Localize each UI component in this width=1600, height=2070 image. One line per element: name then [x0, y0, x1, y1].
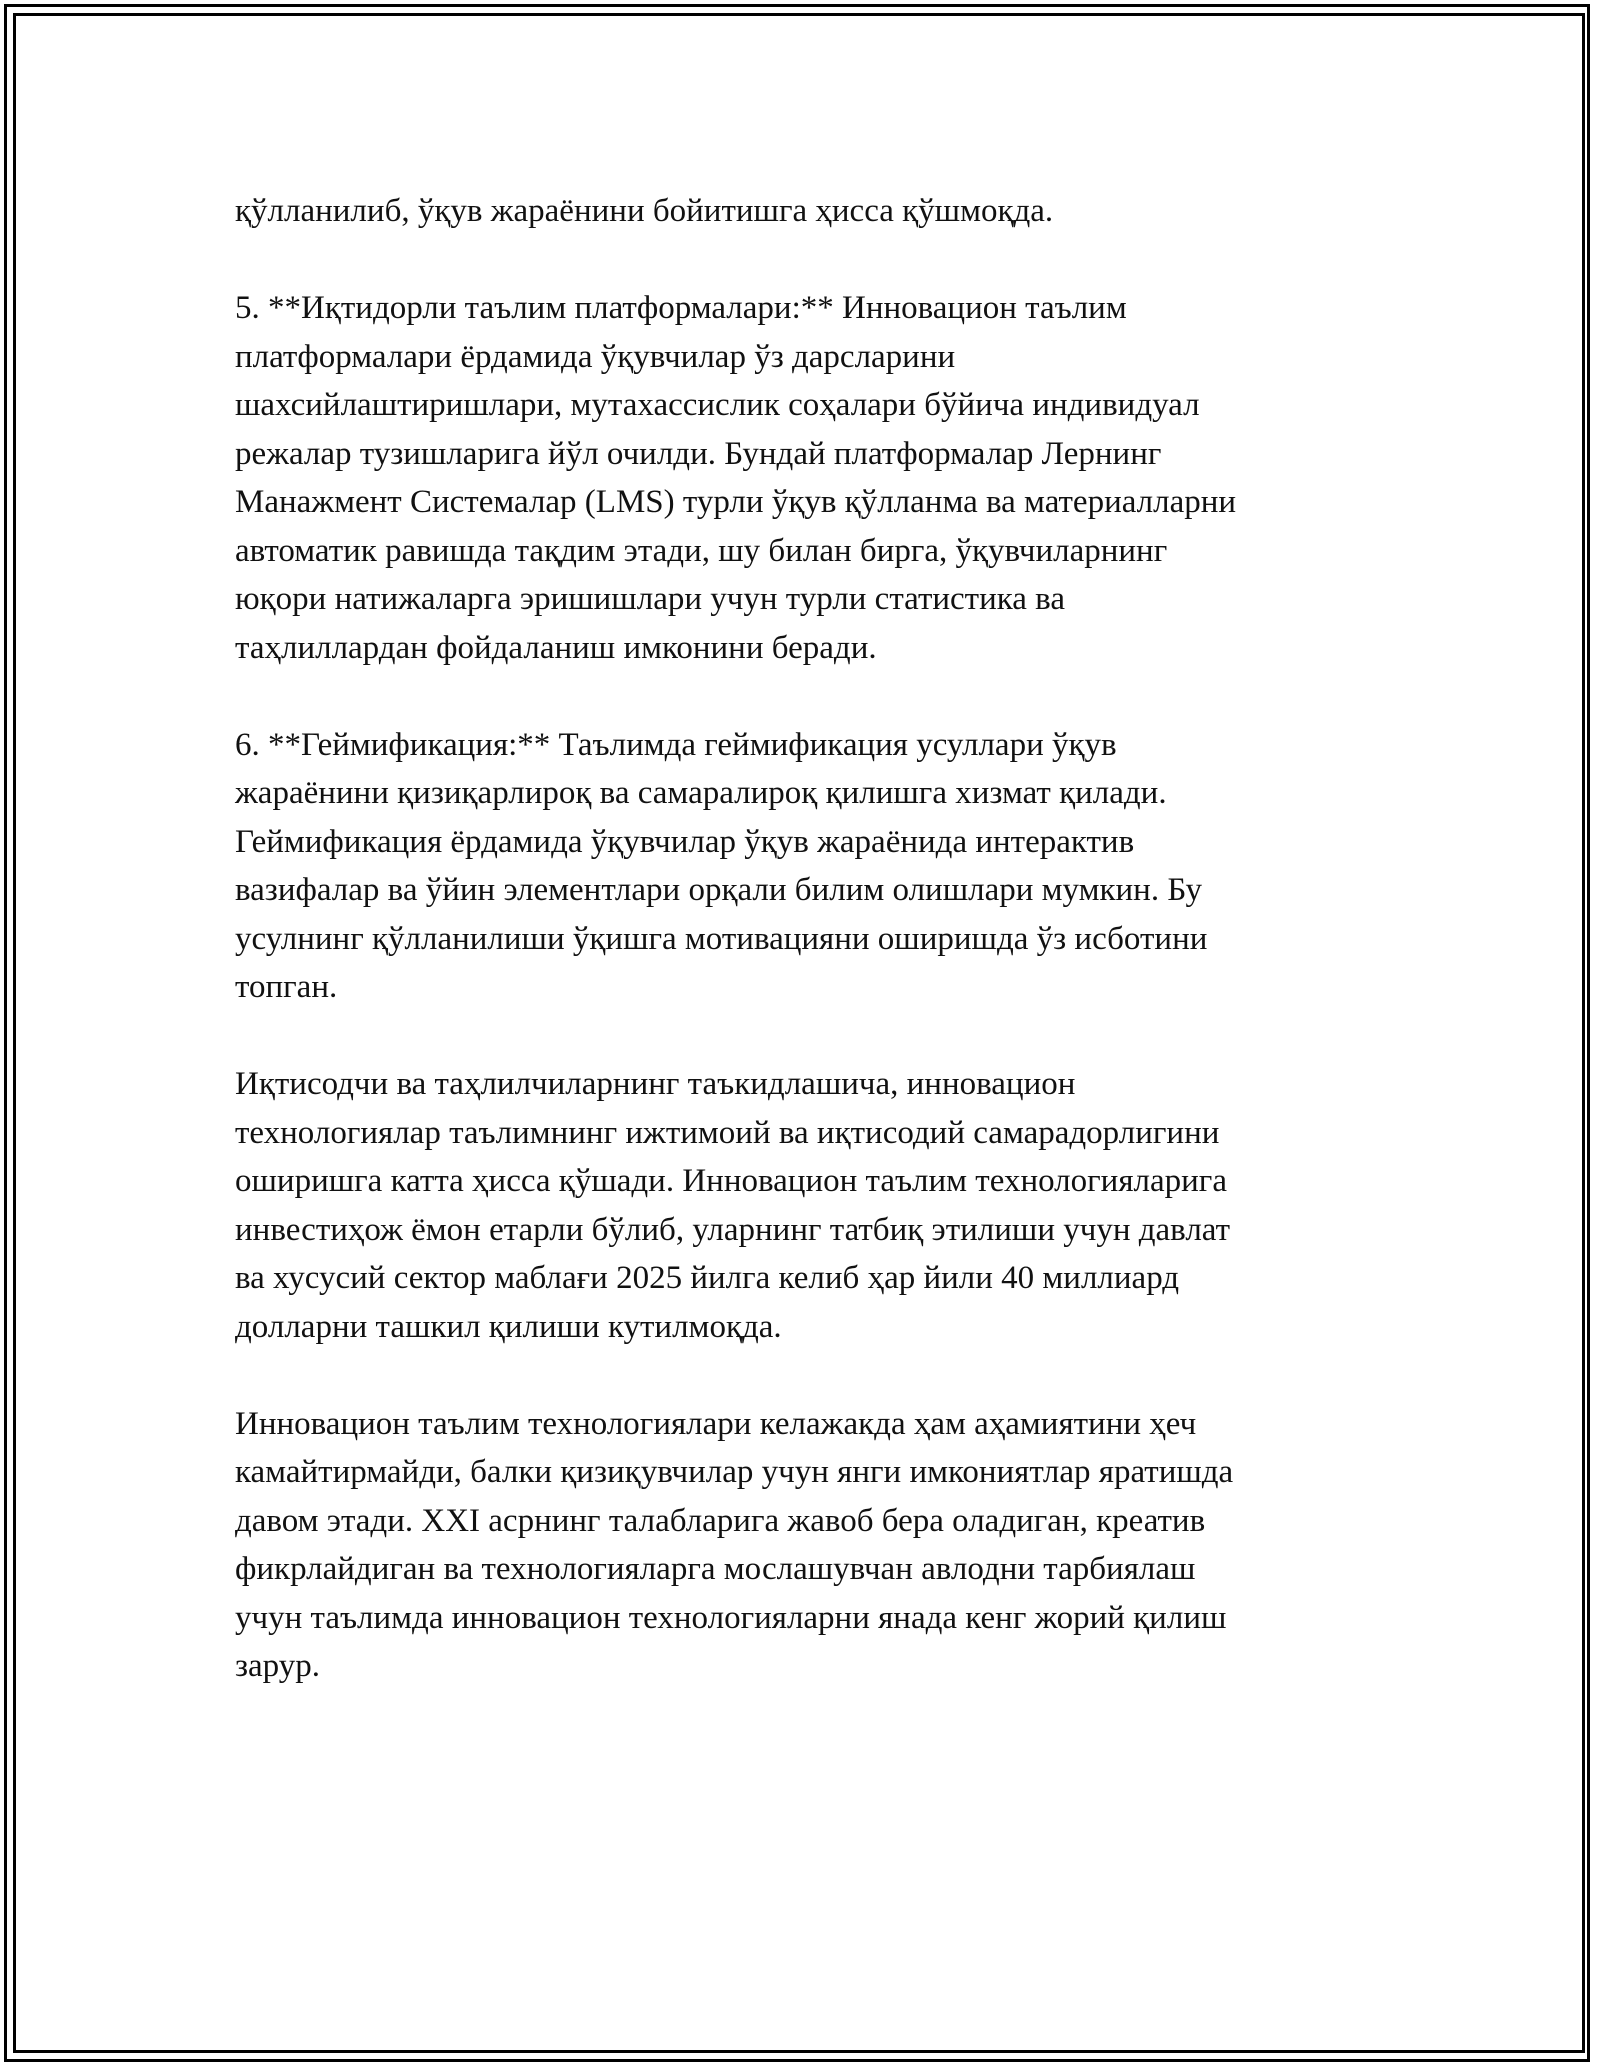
- paragraph-conclusion: Инновацион таълим технологиялари келажакда ҳам аҳамиятини ҳеч камайтирмайди, балки қизиқувчилар учун янги имкониятлар яратишда давом этади. XXI асрнинг талабларига жавоб бера оладиган, креатив фикрлайдиган ва технологияларга мослашувчан авлодни тарбиялаш учун таълимда инновацион технологияларни янада кенг жорий қилиш зарур.: [235, 1405, 1234, 1684]
- paragraph-economists-view: Иқтисодчи ва таҳлилчиларнинг таъкидлашича, инновацион технологиялар таълимнинг ижтимоий ва иқтисодий самарадорлигини оширишга катта ҳисса қўшади. Инновацион таълим технологияларига инвестиҳож ёмон етарли бўлиб, уларнинг татбиқ этилиши учун давлат ва хусусий сектор маблағи 2025 йилга келиб ҳар йили 40 миллиард долларни ташкил қилиши кутилмоқда.: [235, 1066, 1231, 1345]
- document-body: [235, 187, 1365, 1739]
- paragraph-item-6-gamification: 6. **Геймификация:** Таълимда геймификация усуллари ўқув жараёнини қизиқарлироқ ва самаралироқ қилишга хизмат қилади. Геймификация ёрдамида ўқувчилар ўқув жараёнида интерактив вазифалар ва ўйин элементлари орқали билим олишлари мумкин. Бу усулнинг қўлланилиши ўқишга мотивацияни оширишда ўз исботини топган.: [235, 726, 1208, 1005]
- paragraph-item-5-talented-platforms: 5. **Иқтидорли таълим платформалари:** Инновацион таълим платформалари ёрдамида ўқувчилар ўз дарсларини шахсийлаштиришлари, мутахассислик соҳалари бўйича индивидуал режалар тузишларига йўл очилди. Бундай платформалар Лернинг Манажмент Системалар (LMS) турли ўқув қўлланма ва материалларни автоматик равишда тақдим этади, шу билан бирга, ўқувчиларнинг юқори натижаларга эришишлари учун турли статистика ва таҳлиллардан фойдаланиш имконини беради.: [235, 290, 1237, 666]
- paragraph-continuation: қўлланилиб, ўқув жараёнини бойитишга ҳисса қўшмоқда.: [235, 193, 1054, 229]
